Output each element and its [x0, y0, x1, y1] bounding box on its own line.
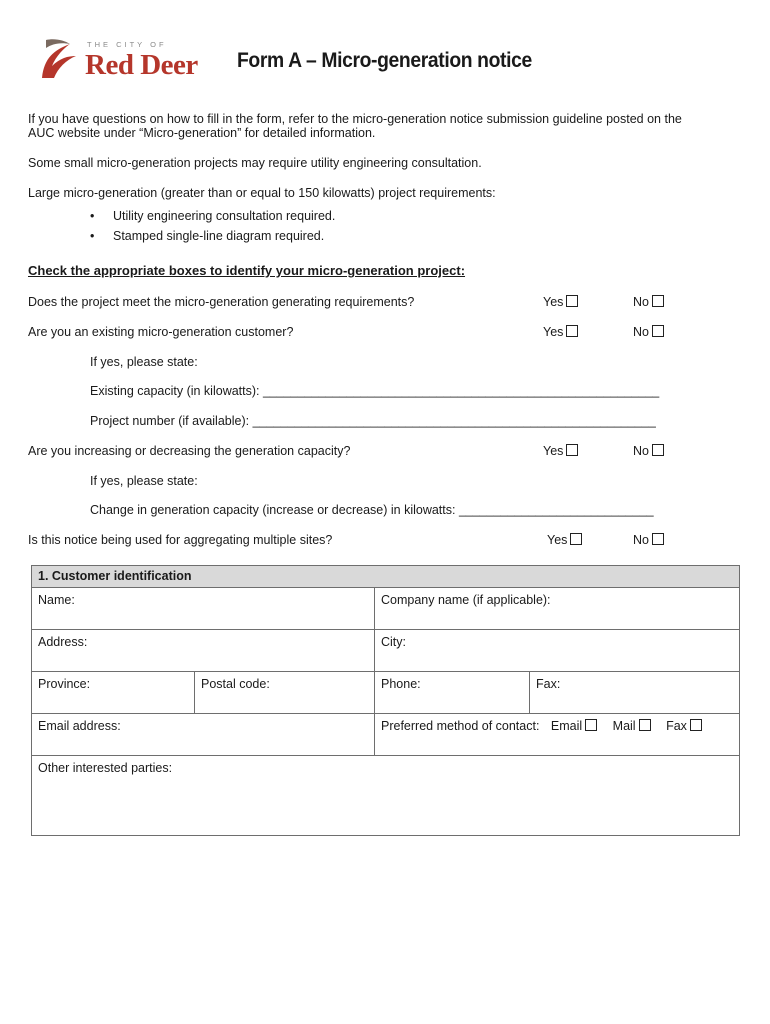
logo-city-of-text: THE CITY OF	[87, 40, 167, 49]
address-field[interactable]	[32, 630, 375, 672]
intro-line-1: If you have questions on how to fill in the form, refer to the micro-generation notice submission guideline posted on the	[28, 112, 682, 126]
yes-label: Yes	[543, 444, 564, 458]
intro-line-2: AUC website under “Micro-generation” for detailed information.	[28, 126, 376, 140]
company-name-field[interactable]	[375, 588, 740, 630]
yes-option[interactable]	[543, 325, 578, 340]
if-yes-label: If yes, please state:	[90, 474, 198, 488]
section-heading: Check the appropriate boxes to identify your micro-generation project:	[28, 263, 466, 278]
city-field[interactable]	[375, 630, 740, 672]
no-checkbox[interactable]	[652, 325, 664, 337]
no-label: No	[633, 295, 649, 309]
contact-mail-label: Mail	[612, 719, 636, 733]
yes-label: Yes	[543, 325, 564, 339]
logo-red-deer-text: Red Deer	[85, 49, 198, 81]
page-title: Form A – Micro-generation notice	[237, 49, 532, 72]
no-option[interactable]	[633, 295, 664, 310]
yes-option[interactable]	[543, 295, 578, 310]
other-parties-field[interactable]	[32, 756, 740, 836]
if-yes-label: If yes, please state:	[90, 355, 198, 369]
red-deer-logo	[40, 36, 205, 82]
name-label: Name:	[38, 593, 75, 607]
email-address-field[interactable]	[32, 714, 375, 756]
contact-email-label: Email	[550, 719, 583, 733]
contact-fax-label: Fax	[666, 719, 687, 733]
yes-option[interactable]	[543, 444, 578, 459]
no-checkbox[interactable]	[652, 533, 664, 545]
yes-checkbox[interactable]	[566, 295, 578, 307]
yes-checkbox[interactable]	[566, 325, 578, 337]
no-option[interactable]	[633, 444, 664, 459]
bullet-item: •	[90, 209, 95, 223]
preferred-contact-field	[375, 714, 740, 756]
bullet-item: •	[90, 229, 95, 243]
question-requirements: Does the project meet the micro-generation generating requirements?	[28, 295, 415, 309]
name-field[interactable]	[32, 588, 375, 630]
no-label: No	[633, 325, 649, 339]
question-existing-customer: Are you an existing micro-generation customer?	[28, 325, 294, 339]
yes-checkbox[interactable]	[570, 533, 582, 545]
other-parties-label: Other interested parties:	[38, 761, 173, 775]
question-capacity-change: Are you increasing or decreasing the generation capacity?	[28, 444, 351, 458]
contact-email-checkbox[interactable]	[585, 719, 597, 731]
yes-option[interactable]	[547, 533, 582, 548]
customer-identification-heading: 1. Customer identification	[32, 566, 740, 588]
email-address-label: Email address:	[38, 719, 121, 733]
customer-identification-table	[31, 565, 740, 836]
preferred-contact-label: Preferred method of contact:	[381, 719, 540, 733]
no-label: No	[633, 444, 649, 458]
contact-mail-option[interactable]	[613, 719, 651, 733]
province-field[interactable]	[32, 672, 195, 714]
fax-label: Fax:	[536, 677, 561, 691]
address-label: Address:	[38, 635, 88, 649]
bullet-text: Utility engineering consultation required.	[113, 209, 336, 223]
postal-code-field[interactable]	[195, 672, 375, 714]
postal-code-label: Postal code:	[201, 677, 270, 691]
change-capacity-field[interactable]: Change in generation capacity (increase or decrease) in kilowatts: ____________________________	[90, 503, 654, 517]
red-deer-logo-mark-icon	[40, 36, 78, 80]
yes-label: Yes	[547, 533, 568, 547]
bullet-text: Stamped single-line diagram required.	[113, 229, 325, 243]
question-aggregating: Is this notice being used for aggregating multiple sites?	[28, 533, 333, 547]
no-option[interactable]	[633, 325, 664, 340]
intro-paragraph-2: Some small micro-generation projects may require utility engineering consultation.	[28, 156, 482, 170]
no-checkbox[interactable]	[652, 295, 664, 307]
company-name-label: Company name (if applicable):	[381, 593, 551, 607]
no-label: No	[633, 533, 649, 547]
no-option[interactable]	[633, 533, 664, 548]
yes-label: Yes	[543, 295, 564, 309]
phone-field[interactable]	[375, 672, 530, 714]
fax-field[interactable]	[530, 672, 740, 714]
contact-fax-checkbox[interactable]	[690, 719, 702, 731]
city-label: City:	[381, 635, 406, 649]
province-label: Province:	[38, 677, 91, 691]
contact-email-option[interactable]	[551, 719, 597, 733]
yes-checkbox[interactable]	[566, 444, 578, 456]
phone-label: Phone:	[381, 677, 421, 691]
intro-paragraph-3: Large micro-generation (greater than or equal to 150 kilowatts) project requirements:	[28, 186, 496, 200]
project-number-field[interactable]: Project number (if available): __________________________________________________________	[90, 414, 656, 428]
contact-mail-checkbox[interactable]	[639, 719, 651, 731]
no-checkbox[interactable]	[652, 444, 664, 456]
existing-capacity-field[interactable]: Existing capacity (in kilowatts): _________________________________________________________	[90, 384, 660, 398]
contact-fax-option[interactable]	[666, 719, 702, 733]
